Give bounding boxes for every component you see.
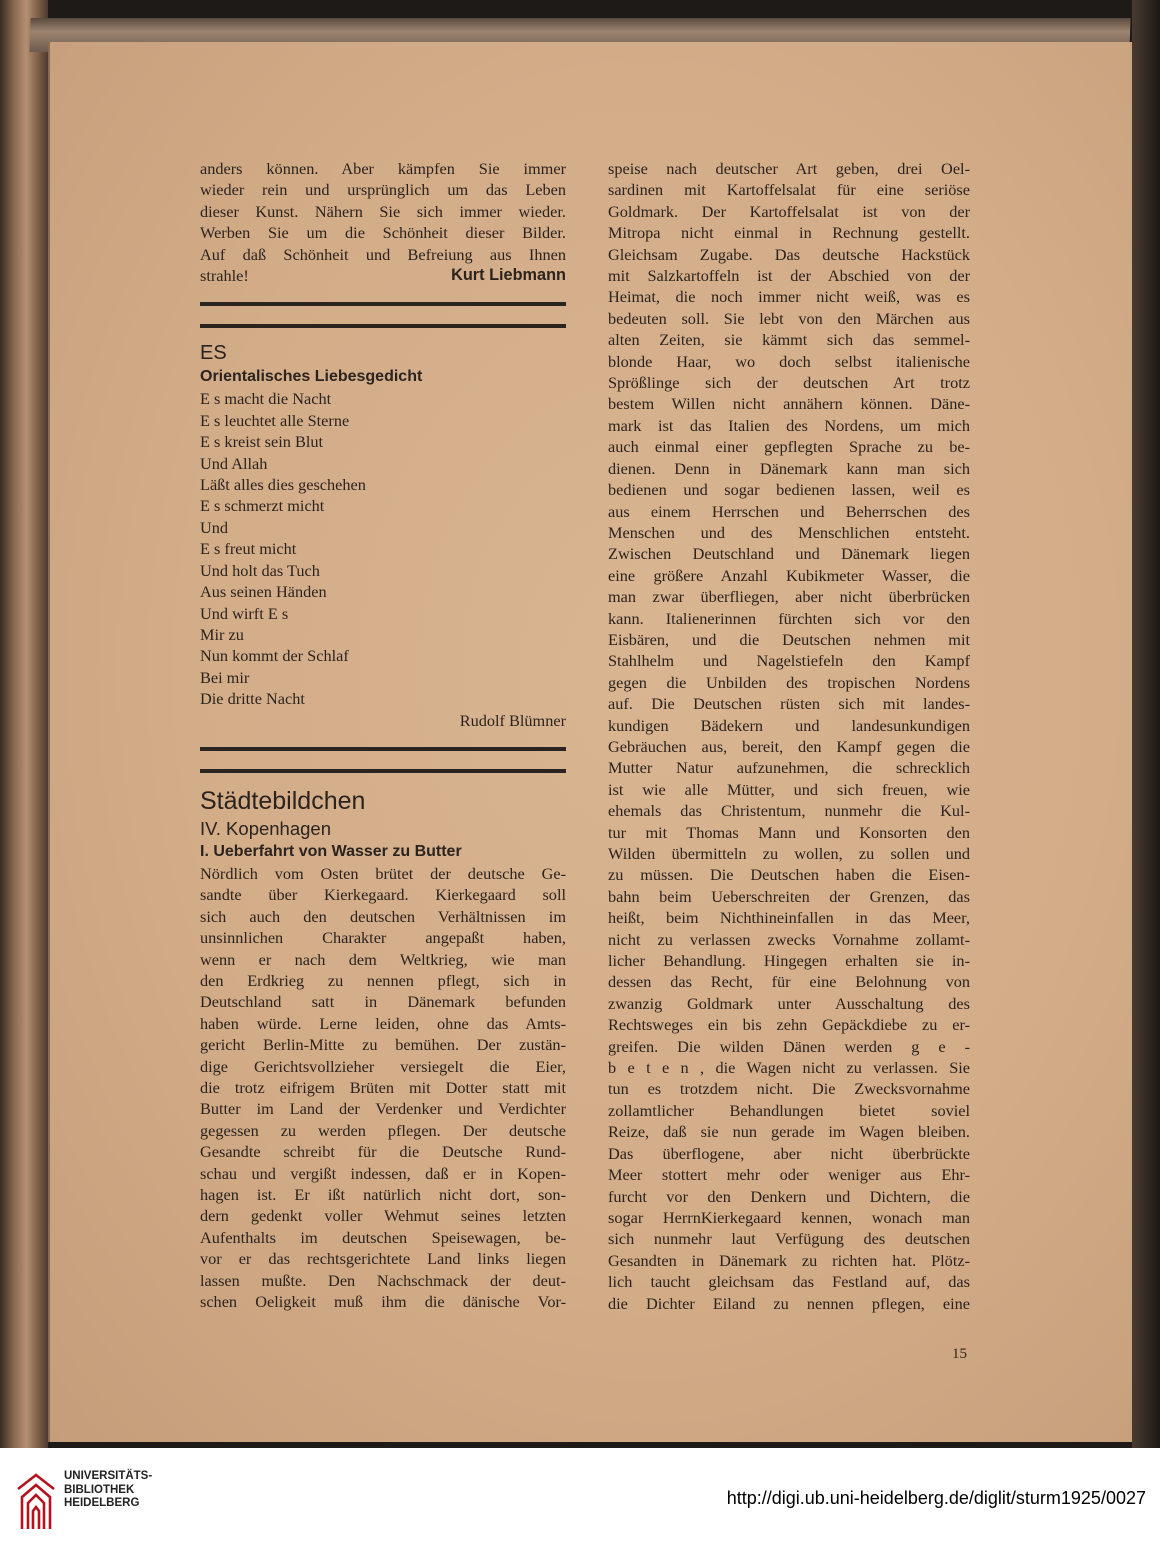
text-line: gericht Berlin-Mitte zu bemühen. Der zustän-: [200, 1035, 566, 1055]
page-number: 15: [952, 1346, 967, 1362]
text-line: Stahlhelm und Nagelstiefeln den Kampf: [608, 651, 970, 671]
text-line: man zwar überfliegen, aber nicht überbrücken: [608, 587, 970, 607]
text-line: bestem Willen nicht annähern können. Däne-: [608, 394, 970, 414]
text-line: nicht zu verlassen zwecks Vornahme zollamt-: [608, 929, 970, 949]
intro-author: Kurt Liebmann: [451, 266, 566, 285]
text-line: gegessen zu werden pflegen. Der deutsche: [200, 1120, 566, 1140]
poem-author: Rudolf Blümner: [459, 710, 566, 730]
book-spine: [0, 0, 48, 1448]
text-line: sogar HerrnKierkegaard kennen, wonach man: [608, 1207, 970, 1227]
text-line: Die dritte Nacht: [200, 689, 305, 709]
article-subtitle: IV. Kopenhagen: [200, 817, 331, 839]
text-line: Gesandte schreibt für die Deutsche Rund-: [200, 1142, 566, 1162]
text-line: auch einmal einer gepflegten Sprache zu be-: [608, 437, 970, 457]
text-line: den Erdkrieg zu nennen pflegt, sich in: [200, 970, 566, 990]
text-line: Aufenthalts im deutschen Speisewagen, be-: [200, 1227, 566, 1247]
text-line: die trotz eifrigem Brüten mit Dotter statt mit: [200, 1078, 566, 1097]
text-line: Gesandten in Dänemark zu richten hat. Plötz-: [608, 1250, 970, 1270]
text-line: tun es trotzdem nicht. Die Zwecksvornahme: [608, 1079, 970, 1099]
text-line: zollamtlicher Behandlungen bietet soviel: [608, 1100, 970, 1120]
text-line: Reize, daß sie nun gerade im Wagen bleiben.: [608, 1122, 970, 1142]
intro-last-text: strahle!: [200, 266, 249, 286]
text-line: speise nach deutscher Art geben, drei Oel-: [608, 159, 970, 178]
text-line: Eisbären, und die Deutschen nehmen mit: [608, 629, 970, 649]
text-line: dige Gerichtsvollzieher versiegelt die Eier,: [200, 1056, 566, 1076]
text-line: sich nunmehr laut Verfügung des deutschen: [608, 1229, 970, 1249]
text-line: hagen ist. Er ißt natürlich nicht dort, son-: [200, 1185, 566, 1205]
text-line: Nun kommt der Schlaf: [200, 646, 349, 666]
text-line: Und holt das Tuch: [200, 560, 320, 580]
text-line: Deutschland satt in Dänemark befunden: [200, 992, 566, 1012]
text-line: unsinnlichen Charakter angepaßt haben,: [200, 928, 566, 948]
intro-paragraph: [200, 158, 566, 265]
text-line: vor er das rechtsgerichtete Land links liegen: [200, 1249, 566, 1269]
text-line: aus einem Herrschen und Beherrschen des: [608, 501, 970, 521]
text-line: Mutter Natur aufzunehmen, die schrecklich: [608, 758, 970, 778]
text-line: Das überflogene, aber nicht überbrückte: [608, 1143, 970, 1163]
text-line: dienen. Denn in Dänemark kann man sich: [608, 458, 970, 478]
text-line: lich taucht gleichsam das Festland auf, das: [608, 1272, 970, 1292]
text-line: bedeuten soll. Sie lebt von den Märchen aus: [608, 308, 970, 328]
text-line: gegen die Unbilden des tropischen Nordens: [608, 672, 970, 692]
text-line: tur mit Thomas Mann und Konsorten den: [608, 822, 970, 842]
text-line: dessen das Recht, für eine Belohnung von: [608, 972, 970, 992]
permalink-url[interactable]: http://digi.ub.uni-heidelberg.de/diglit/sturm1925/0027: [726, 1488, 1146, 1508]
text-line: Und: [200, 517, 229, 537]
text-line: kann. Italienerinnen fürchten sich vor den: [608, 608, 970, 628]
text-line: Aus seinen Händen: [200, 582, 327, 602]
article-body-left: [200, 863, 566, 1313]
article-title: Städtebildchen: [200, 786, 366, 815]
text-line: sich auch den deutschen Verhältnissen im: [200, 906, 566, 926]
institution-line: BIBLIOTHEK: [64, 1483, 135, 1496]
text-line: Rechtsweges ein bis zehn Gepäckdiebe zu er-: [608, 1015, 970, 1035]
text-line: anders können. Aber kämpfen Sie immer: [200, 159, 566, 178]
text-line: Gebräuchen aus, bereit, den Kampf gegen die: [608, 736, 970, 756]
institution-line: HEIDELBERG: [64, 1497, 140, 1509]
text-line: wieder rein und ursprünglich um das Leben: [200, 180, 566, 200]
intro-signature-line: [200, 265, 566, 286]
text-line: Mir zu: [200, 624, 244, 644]
text-line: heißt, beim Nichthineinfallen in das Meer,: [608, 908, 970, 928]
text-line: zwanzig Goldmark unter Ausschaltung des: [608, 993, 970, 1013]
text-line: die Dichter Eiland zu nennen pflegen, eine: [608, 1293, 970, 1313]
double-rule-divider: [200, 302, 566, 328]
text-line: schau und vergißt indessen, daß er in Kopen-: [200, 1163, 566, 1183]
text-line: ist wie alle Mütter, und sich freuen, wie: [608, 779, 970, 799]
poem-title: ES: [200, 342, 227, 365]
text-line: haben würde. Lerne leiden, ohne das Amts-: [200, 1013, 566, 1033]
institution-name: [64, 1470, 152, 1511]
article-body-right: [608, 158, 970, 1314]
poem-body: [200, 388, 566, 709]
poem-subtitle: Orientalisches Liebesgedicht: [200, 368, 423, 386]
text-line: E s schmerzt micht: [200, 496, 325, 516]
library-footer: [0, 1448, 1160, 1558]
text-line: schen Oeligkeit muß ihm die dänische Vor-: [200, 1292, 566, 1312]
text-line: wenn er nach dem Weltkrieg, wie man: [200, 949, 566, 969]
ub-heidelberg-logo-icon[interactable]: [14, 1471, 58, 1533]
text-line: kundigen Bädekern und landesunkundigen: [608, 715, 970, 735]
right-column: [608, 158, 970, 1314]
text-line: b e t e n , die Wagen nicht zu verlassen. Sie: [608, 1058, 970, 1078]
text-line: greifen. Die wilden Dänen werden g e -: [608, 1036, 970, 1056]
article-section-heading: I. Ueberfahrt von Wasser zu Butter: [200, 842, 462, 860]
text-line: eine größere Anzahl Kubikmeter Wasser, die: [608, 565, 970, 585]
text-line: furcht vor den Denkern und Dichtern, die: [608, 1186, 970, 1206]
text-line: sardinen mit Kartoffelsalat für eine seriöse: [608, 180, 970, 200]
text-line: Heimat, die noch immer nicht weiß, was es: [608, 287, 970, 307]
text-line: Mitropa nicht einmal in Rechnung gestellt.: [608, 223, 970, 243]
text-line: dern gedenkt voller Wehmut seines letzten: [200, 1206, 566, 1226]
text-line: Zwischen Deutschland und Dänemark liegen: [608, 544, 970, 564]
text-line: Läßt alles dies geschehen: [200, 475, 366, 495]
text-line: bahn beim Ueberschreiten der Grenzen, das: [608, 886, 970, 906]
text-line: E s macht die Nacht: [200, 389, 332, 409]
double-rule-divider: [200, 747, 566, 773]
text-line: Und Allah: [200, 453, 268, 473]
text-line: licher Behandlung. Hingegen erhalten sie in-: [608, 951, 970, 971]
text-line: bedienen und sogar bedienen lassen, weil es: [608, 480, 970, 500]
text-line: Butter im Land der Verdenker und Verdichter: [200, 1099, 566, 1119]
text-line: Wilden übermitteln zu wollen, zu sollen und: [608, 844, 970, 863]
text-line: Gleichsam Zugabe. Das deutsche Hackstück: [608, 244, 970, 264]
left-column: [200, 158, 566, 1312]
book-right-edge: [1132, 0, 1160, 1448]
text-line: Bei mir: [200, 667, 250, 687]
text-line: Auf daß Schönheit und Befreiung aus Ihnen: [200, 244, 566, 264]
text-line: Meer stottert mehr oder weniger aus Ehr-: [608, 1165, 970, 1185]
text-line: mit Salzkartoffeln ist der Abschied von der: [608, 266, 970, 286]
text-line: mark ist das Italien des Nordens, um mich: [608, 415, 970, 435]
text-line: Werben Sie um die Schönheit dieser Bilder.: [200, 223, 566, 243]
text-line: Goldmark. Der Kartoffelsalat ist von der: [608, 201, 970, 221]
text-line: dieser Kunst. Nähern Sie sich immer wieder.: [200, 201, 566, 221]
text-line: Und wirft E s: [200, 603, 289, 623]
text-line: E s freut micht: [200, 539, 297, 559]
text-line: ehemals das Christentum, nunmehr die Kul-: [608, 801, 970, 821]
text-line: auf. Die Deutschen rüsten sich mit landes-: [608, 694, 970, 714]
text-line: lassen mußte. Den Nachschmack der deut-: [200, 1270, 566, 1290]
text-line: alten Zeiten, sie kämmt sich das semmel-: [608, 330, 970, 350]
text-line: blonde Haar, wo doch selbst italienische: [608, 351, 970, 371]
institution-line: UNIVERSITÄTS-: [64, 1470, 153, 1482]
text-line: Nördlich vom Osten brütet der deutsche Ge-: [200, 863, 566, 883]
text-line: E s kreist sein Blut: [200, 432, 324, 452]
text-line: sandte über Kierkegaard. Kierkegaard soll: [200, 885, 566, 905]
text-line: zu müssen. Die Deutschen haben die Eisen-: [608, 865, 970, 885]
text-line: E s leuchtet alle Sterne: [200, 410, 350, 430]
text-line: Sprößlinge sich der deutschen Art trotz: [608, 373, 970, 393]
text-line: Menschen und des Menschlichen entsteht.: [608, 522, 970, 542]
